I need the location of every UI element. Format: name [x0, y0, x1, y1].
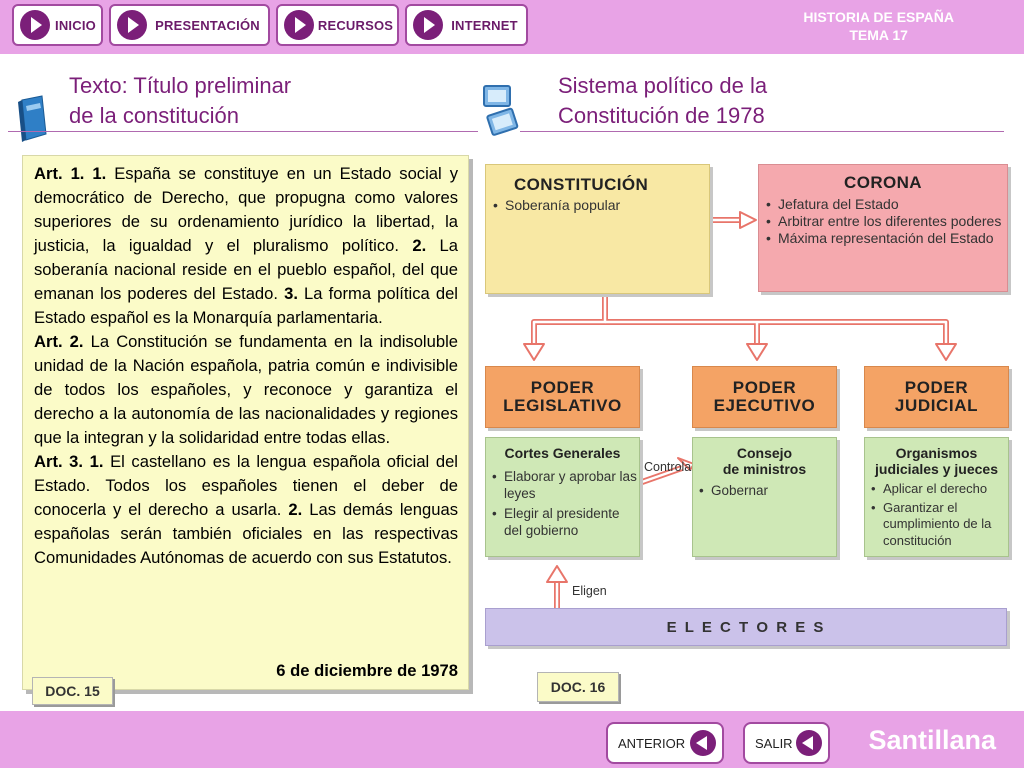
electores-label: E L E C T O R E S [666, 618, 826, 636]
organismos-item: • Garantizar el cumplimiento de la constitución [870, 500, 1006, 550]
poder-label: PODER [904, 378, 969, 397]
nav-inicio-label: INICIO [55, 17, 96, 33]
article-text: El castellano es la lengua española oficial del Estado. Todos los españoles tienen el deber de conocerla y el derecho a usarla. [34, 452, 458, 519]
constitucion-item: • Soberanía popular [492, 197, 620, 213]
course-title: HISTORIA DE ESPAÑA [803, 9, 954, 25]
left-section-title: Texto: Título preliminar de la constitución [69, 73, 292, 128]
publisher-logo: Santillana [868, 725, 996, 755]
poder-legislativo-box [485, 366, 640, 428]
article-paragraph [34, 330, 458, 450]
cortes-item: • Elegir al presidente del gobierno [491, 505, 637, 539]
poder-label: PODER [732, 378, 797, 397]
constitucion-list [492, 197, 620, 213]
corona-item: • Jefatura del Estado [765, 196, 1003, 213]
book-icon [16, 94, 52, 144]
article-text: Las demás lenguas españolas serán también oficiales en las respectivas Comunidades Autónomas de acuerdo con sus Estatutos. [34, 500, 458, 567]
consejo-ministros-box [692, 437, 837, 557]
doc-16-tag: DOC. 16 [537, 672, 619, 702]
top-nav-bar [0, 0, 1024, 54]
article-paragraph [34, 450, 458, 570]
poder-ejecutivo-box [692, 366, 837, 428]
corona-box [758, 164, 1008, 292]
article-paragraph [34, 162, 458, 330]
back-arrow-icon [796, 730, 822, 756]
course-topic: TEMA 17 [849, 27, 908, 43]
article-number: Art. 3. 1. [34, 452, 104, 471]
salir-label: SALIR [755, 735, 793, 751]
nav-internet-button[interactable] [405, 4, 528, 46]
organismos-item: • Aplicar el derecho [870, 481, 1006, 498]
play-icon [284, 10, 314, 40]
article-text: España se constituye en un Estado social y democrático de Derecho, que propugna como valores superiores de su ordenamiento jurídico la libertad, la justicia, la igualdad y el pluralismo político. [34, 164, 458, 255]
article-number: 3. [284, 284, 298, 303]
judicial-label: JUDICIAL [894, 396, 979, 415]
controla-label: Controla [644, 460, 692, 474]
constitucion-box [485, 164, 710, 294]
right-section-title: Sistema político de la Constitución de 1978 [558, 73, 768, 128]
constitution-text [34, 162, 458, 570]
eligen-label: Eligen [572, 584, 607, 598]
article-text: La Constitución se fundamenta en la indisoluble unidad de la Nación española, patria común e indivisible de todos los españoles, y reconoce y garantiza el derecho a la autonomía de las nacionalidades y regiones que la integran y la solidaridad entre todas ellas. [34, 332, 458, 447]
nav-recursos-button[interactable] [276, 4, 399, 46]
left-title-rule [8, 131, 478, 132]
play-icon [117, 10, 147, 40]
nav-presentacion-button[interactable] [109, 4, 270, 46]
salir-button[interactable] [743, 722, 830, 764]
play-icon [20, 10, 50, 40]
back-arrow-icon [690, 730, 716, 756]
doc-15-tag: DOC. 15 [32, 677, 113, 705]
play-icon [413, 10, 443, 40]
right-title-rule [520, 131, 1004, 132]
constitucion-title: CONSTITUCIÓN [514, 175, 649, 194]
nav-inicio-button[interactable] [12, 4, 103, 46]
corona-list [765, 196, 1003, 247]
document-date: 6 de diciembre de 1978 [276, 661, 458, 680]
bottom-nav-bar [0, 711, 1024, 768]
cortes-title: Cortes Generales [504, 445, 621, 461]
nav-presentacion-label: PRESENTACIÓN [155, 17, 260, 33]
anterior-label: ANTERIOR [618, 735, 686, 751]
article-text: La soberanía nacional reside en el pueblo español, del que emanan los poderes del Estado. [34, 236, 458, 303]
consejo-item: • Gobernar [698, 483, 768, 498]
anterior-button[interactable] [606, 722, 724, 764]
corona-item: • Arbitrar entre los diferentes poderes [765, 213, 1003, 230]
article-number: Art. 2. [34, 332, 84, 351]
poder-judicial-box [864, 366, 1009, 428]
corona-title: CORONA [844, 173, 922, 192]
poder-label: PODER [530, 378, 595, 397]
electores-box [485, 608, 1007, 646]
article-number: 2. [412, 236, 427, 255]
ejecutivo-label: EJECUTIVO [713, 396, 816, 415]
corona-item: • Máxima representación del Estado [765, 230, 1003, 247]
nav-internet-label: INTERNET [451, 17, 518, 33]
cortes-generales-box [485, 437, 640, 557]
consejo-title: Consejo de ministros [722, 445, 807, 477]
article-number: Art. 1. 1. [34, 164, 107, 183]
article-text: La forma política del Estado español es la Monarquía parlamentaria. [34, 284, 458, 327]
cortes-list [491, 468, 637, 539]
monitors-icon [480, 84, 520, 140]
organismos-list [870, 481, 1006, 549]
nav-recursos-label: RECURSOS [317, 17, 394, 33]
organismos-judiciales-box [864, 437, 1009, 557]
constitution-text-panel [22, 155, 469, 690]
legislativo-label: LEGISLATIVO [503, 396, 622, 415]
course-brand [803, 8, 954, 44]
cortes-item: • Elaborar y aprobar las leyes [491, 468, 637, 502]
consejo-list [698, 483, 768, 498]
article-number: 2. [288, 500, 303, 519]
organismos-title: Organismos judiciales y jueces [875, 445, 998, 477]
